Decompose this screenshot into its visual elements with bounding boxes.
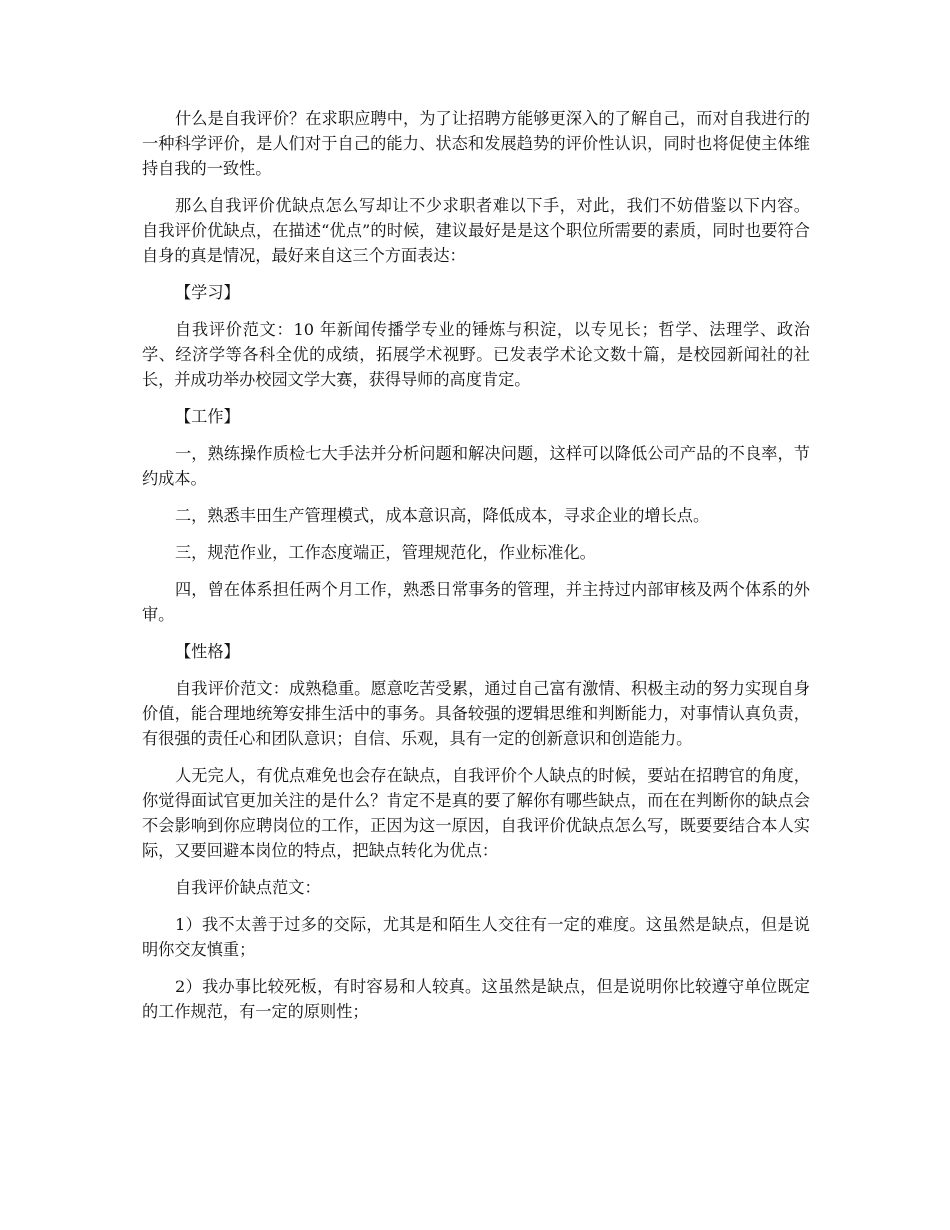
- document-page: [142, 106, 810, 1036]
- shortcomings-example-label: 自我评价缺点范文：: [175, 878, 321, 897]
- advantages-intro-paragraph: 那么自我评价优缺点怎么写却让不少求职者难以下手，对此，我们不妨借鉴以下内容。 自我评价优缺点，在描述“优点”的时候，建议最好是是这个职位所需要的素质，同时也要符合自身的真是情况，最好来自这三个方面表达：: [142, 196, 810, 265]
- work-item-4: 四，曾在体系担任两个月工作，熟悉日常事务的管理，并主持过内部审核及两个体系的外审。: [142, 580, 810, 624]
- shortcomings-intro-paragraph: 人无完人，有优点难免也会存在缺点，自我评价个人缺点的时候，要站在招聘官的角度，你觉得面试官更加关注的是什么？肯定不是真的要了解你有哪些缺点，而在在判断你的缺点会不会影响到你应聘岗位的工作，正因为这一原因，自我评价优缺点怎么写，既要要结合本人实际，又要回避本岗位的特点，把缺点转化为优点：: [142, 766, 810, 860]
- study-example-paragraph: 自我评价范文：10 年新闻传播学专业的锤炼与积淀，以专见长；哲学、法理学、政治学、经济学等各科全优的成绩，拓展学术视野。已发表学术论文数十篇，是校园新闻社的社长，并成功举办校园文学大赛，获得导师的高度肯定。: [142, 320, 810, 389]
- work-item-1: 一，熟练操作质检七大手法并分析问题和解决问题，这样可以降低公司产品的不良率，节约成本。: [142, 444, 810, 488]
- shortcoming-item-1: 1）我不太善于过多的交际，尤其是和陌生人交往有一定的难度。这虽然是缺点，但是说明你交友慎重；: [142, 915, 810, 959]
- intro-paragraph: 什么是自我评价？在求职应聘中，为了让招聘方能够更深入的了解自己，而对自我进行的一种科学评价，是人们对于自己的能力、状态和发展趋势的评价性认识，同时也将促使主体维持自我的一致性。: [142, 109, 810, 178]
- section-heading-personality: 【性格】: [175, 642, 240, 661]
- section-heading-work: 【工作】: [175, 407, 240, 426]
- work-item-2: 二，熟悉丰田生产管理模式，成本意识高，降低成本，寻求企业的增长点。: [175, 506, 710, 525]
- personality-example-paragraph: 自我评价范文：成熟稳重。愿意吃苦受累，通过自己富有激情、积极主动的努力实现自身价值，能合理地统筹安排生活中的事务。具备较强的逻辑思维和判断能力，对事情认真负责，有很强的责任心和团队意识；自信、乐观，具有一定的创新意识和创造能力。: [142, 679, 810, 748]
- section-heading-study: 【学习】: [175, 283, 240, 302]
- shortcoming-item-2: 2）我办事比较死板，有时容易和人较真。这虽然是缺点，但是说明你比较遵守单位既定的工作规范，有一定的原则性；: [142, 977, 810, 1021]
- work-item-3: 三，规范作业，工作态度端正，管理规范化，作业标准化。: [175, 543, 596, 562]
